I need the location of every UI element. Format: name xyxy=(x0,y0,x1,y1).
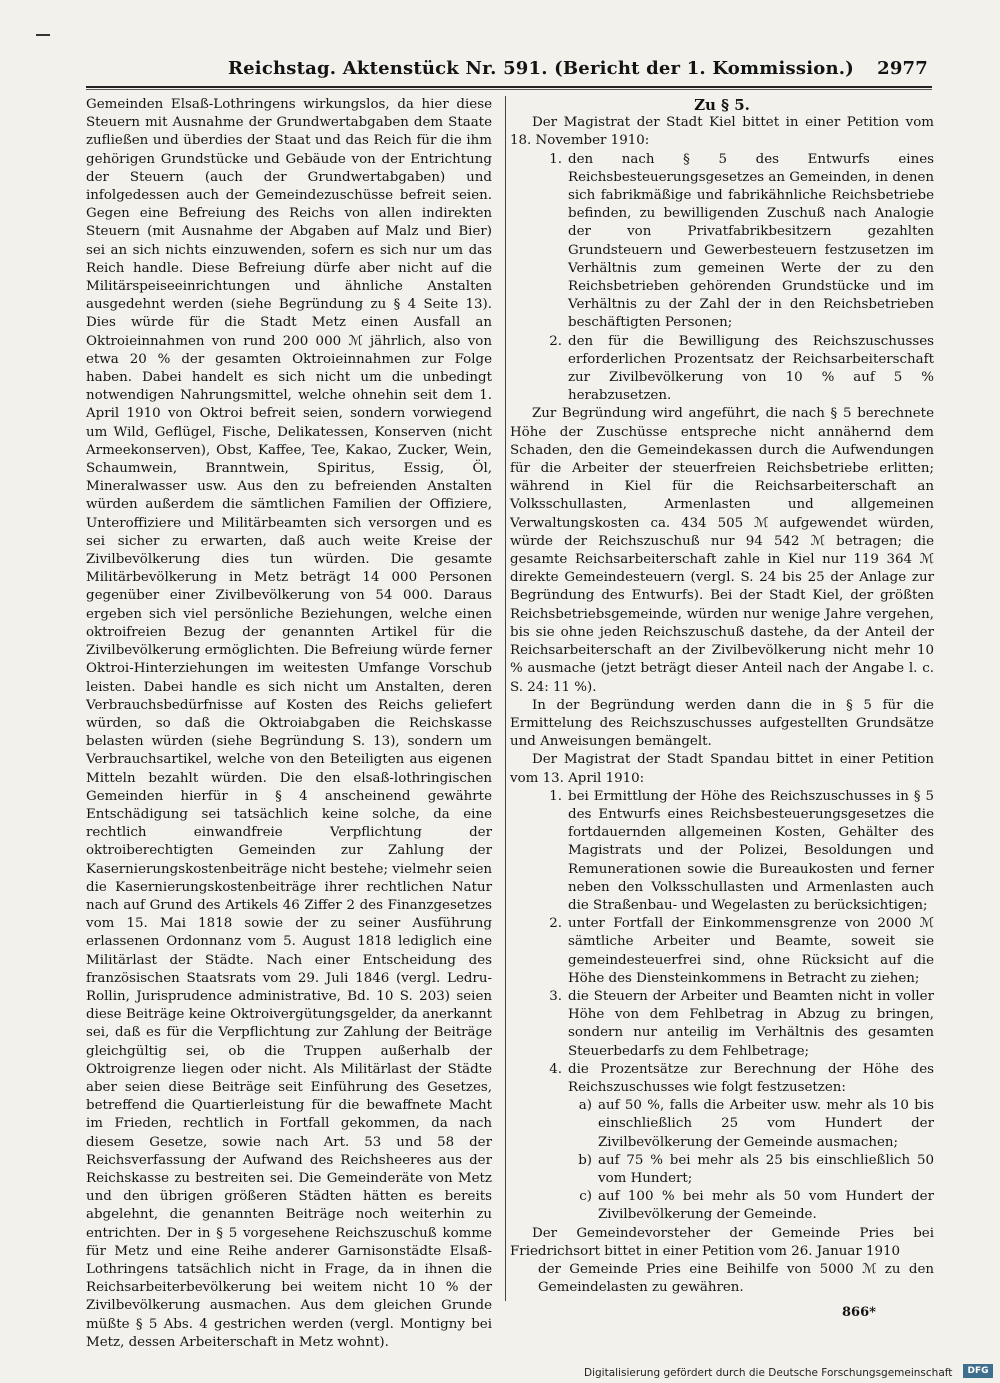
left-column xyxy=(86,96,492,1352)
running-title: Reichstag. Aktenstück Nr. 591. (Bericht der 1. Kommission.) xyxy=(228,58,854,79)
pries-intro: Der Gemeindevorsteher der Gemeinde Pries bei Friedrichsort bittet in einer Petition vom 26. Januar 1910 xyxy=(510,1225,934,1259)
header-rule xyxy=(86,86,932,88)
kiel-item: 1. den nach § 5 des Entwurfs eines Reichsbesteuerungsgesetzes an Gemeinden, in denen sich fabrikmäßige und fabrikähnliche Reichsbetriebe befinden, zu bewilligenden Zuschuß nach Analogie der von Privatfabrikbesitzern gezahlten Grundsteuern und Gewerbesteuern festzusetzen im Verhältnis zum gemeinen Werte der zu den Reichsbetrieben gehörenden Grundstücke und im Verhältnis zu der Zahl der in den Reichsbetrieben beschäftigten Personen; xyxy=(549,151,934,331)
digitization-footer: Digitalisierung gefördert durch die Deutsche Forschungsgemeinschaft xyxy=(584,1367,953,1379)
section-heading: Zu § 5. xyxy=(694,96,750,114)
spandau-item: 1. bei Ermittlung der Höhe des Reichszuschusses in § 5 des Entwurfs eines Reichsbesteuerungsgesetzes die fortdauernden allgemeinen Kosten, Gehälter des Magistrats und der Polizei, Besoldungen und Remunerationen sowie die Bureaukosten und ferner neben den Volksschullasten und Armenlasten auch die Straßenbau- und Wegelasten zu berücksichtigen; xyxy=(549,788,934,913)
left-column-text: Gemeinden Elsaß-Lothringens wirkungslos, da hier diese Steuern mit Ausnahme der Grundwertabgaben dem Staate zufließen und überdies der Staat und das Reich für die ihm gehörigen Grundstücke und Gebäude von der Entrichtung der Steuern (auch der Grundwertabgaben) und infolgedessen auch der Gemeindezuschüsse befreit seien. Gegen eine Befreiung des Reichs von allen indirekten Steuern (mit Ausnahme der Abgaben auf Malz und Bier) sei an sich nichts einzuwenden, sofern es sich nur um das Reich handle. Diese Befreiung dürfe aber nicht auf die Militärspeiseeinrichtungen und ähnliche Anstalten ausgedehnt werden (siehe Begründung zu § 4 Seite 13). Dies würde für die Stadt Metz einen Ausfall an Oktroieinnahmen von rund 200 000 ℳ jährlich, also von etwa 20 % der gesamten Oktroieinnahmen zur Folge haben. Dabei handelt es sich nicht um die unbedingt notwendigen Nahrungsmittel, welche ohnehin seit dem 1. April 1910 von Oktroi befreit seien, sondern vorwiegend um Wild, Geflügel, Fische, Delikatessen, Konserven (nicht Armeekonserven), Obst, Kaffee, Tee, Kakao, Zucker, Wein, Schaumwein, Branntwein, Spiritus, Essig, Öl, Mineralwasser usw. Aus den zu befreienden Anstalten würden außerdem die sämtlichen Familien der Offiziere, Unteroffiziere und Militärbeamten sich versorgen und es sei sicher zu erwarten, daß auch weite Kreise der Zivilbevölkerung dies tun würden. Die gesamte Militärbevölkerung in Metz beträgt 14 000 Personen gegenüber einer Zivilbevölkerung von 54 000. Daraus ergeben sich viel persönliche Beziehungen, welche einen oktroifreien Bezug der genannten Artikel für die Zivilbevölkerung ermöglichten. Die Befreiung würde ferner Oktroi-Hinterziehungen im weitesten Umfange Vorschub leisten. Dabei handle es sich nicht um Anstalten, deren Verbrauchsbedürfnisse auf Kosten des Reichs geliefert würden, so daß die Oktroiabgaben die Reichskasse belasten würden (siehe Begründung S. 13), sondern um Verbrauchsartikel, welche von den Beteiligten aus eigenen Mitteln bezahlt würden. Die den elsaß-lothringischen Gemeinden hierfür in § 4 anscheinend gewährte Entschädigung sei tatsächlich keine solche, da eine rechtlich einwandfreie Verpflichtung der oktroiberechtigten Gemeinden zur Zahlung der Kasernierungskostenbeiträge nicht bestehe; vielmehr seien die Kasernierungskostenbeiträge ihrer rechtlichen Natur nach auf Grund des Artikels 46 Ziffer 2 des Finanzgesetzes vom 15. Mai 1818 sowie der zu seiner Ausführung erlassenen Ordonnanz vom 5. August 1818 lediglich eine Militärlast der Städte. Nach einer Entscheidung des französischen Staatsrats vom 29. Juli 1846 (vergl. Ledru-Rollin, Jurisprudence administrative, Bd. 10 S. 203) seien diese Beiträge keine Oktroivergütungsgelder, da anerkannt sei, daß es für die Verpflichtung zur Zahlung der Beiträge gleichgültig sei, ob die Truppen außerhalb der Oktroigrenze liegen oder nicht. Als Militärlast der Städte aber seien diese Beiträge seit Einführung des Gesetzes, betreffend die Quartierleistung für die bewaffnete Macht im Frieden, rechtlich in Fortfall gekommen, da nach diesem Gesetze, sowie nach Art. 53 und 58 der Reichsverfassung der Aufwand des Reichsheeres aus der Reichskasse zu bestreiten sei. Die Gemeinderäte von Metz und den übrigen größeren Städten hätten es bereits abgelehnt, die genannten Beiträge noch weiterhin zu entrichten. Der in § 5 vorgesehene Reichszuschuß komme für Metz und eine Reihe anderer Garnisonstädte Elsaß-Lothringens tatsächlich nicht in Frage, da in ihnen die Reichsarbeiterbevölkerung bei weitem nicht 10 % der Zivilbevölkerung ausmachen. Aus dem gleichen Grunde müßte § 5 Abs. 4 gestrichen werden (vergl. Montigny bei Metz, dessen Arbeiterschaft in Metz wohnt). xyxy=(86,97,492,1350)
column-divider xyxy=(505,96,506,1301)
kiel-intro: Der Magistrat der Stadt Kiel bittet in einer Petition vom 18. November 1910: xyxy=(510,115,934,149)
right-column xyxy=(510,96,934,1297)
spandau-subitem: c) auf 100 % bei mehr als 50 vom Hundert der Zivilbevölkerung der Gemeinde. xyxy=(579,1189,934,1223)
spandau-item: 2. unter Fortfall der Einkommensgrenze von 2000 ℳ sämtliche Arbeiter und Beamte, soweit sie gemeindesteuerfrei sind, ohne Rücksicht auf die Höhe des Diensteinkommens in Betracht zu ziehen; xyxy=(549,916,934,986)
spandau-item: 4. die Prozentsätze zur Berechnung der Höhe des Reichszuschusses wie folgt festzusetzen: xyxy=(549,1061,934,1095)
pries-request: der Gemeinde Pries eine Beihilfe von 5000 ℳ zu den Gemeindelasten zu gewähren. xyxy=(538,1262,934,1296)
spandau-subitem: b) auf 75 % bei mehr als 25 bis einschließlich 50 vom Hundert; xyxy=(578,1152,934,1186)
kiel-reason: Zur Begründung wird angeführt, die nach § 5 berechnete Höhe der Zuschüsse entspreche nicht annähernd dem Schaden, den die Gemeindekassen durch die Aufwendungen für die Arbeiter der steuerfreien Reichsbetriebe erlitten; während in Kiel für die Reichsarbeiterschaft an Volksschullasten, Armenlasten und allgemeinen Verwaltungskosten ca. 434 505 ℳ aufgewendet würden, würde der Reichszuschuß nur 94 542 ℳ betragen; die gesamte Reichsarbeiterschaft zahle in Kiel nur 119 364 ℳ direkte Gemeindesteuern (vergl. S. 24 bis 25 der Anlage zur Begründung des Entwurfs). Bei der Stadt Kiel, der größten Reichsbetriebsgemeinde, würden nur wenige Jahre vergehen, bis sie ohne jeden Reichszuschuß dastehe, da der Anteil der Reichsarbeiterschaft an der Zivilbevölkerung nicht mehr 10 % ausmache (jetzt beträgt dieser Anteil nach der Angabe l. c. S. 24: 11 %). xyxy=(510,406,934,695)
kiel-item: 2. den für die Bewilligung des Reichszuschusses erforderlichen Prozentsatz der Reichsarbeiterschaft zur Zivilbevölkerung von 10 % auf 5 % herabzusetzen. xyxy=(549,333,934,404)
spandau-intro: Der Magistrat der Stadt Spandau bittet in einer Petition vom 13. April 1910: xyxy=(510,752,934,786)
page-header xyxy=(228,58,928,84)
dfg-logo: DFG xyxy=(963,1364,993,1378)
header-rule-thin xyxy=(86,89,932,90)
margin-mark xyxy=(36,34,50,36)
page-number: 2977 xyxy=(877,58,928,79)
spandau-subitem: a) auf 50 %, falls die Arbeiter usw. mehr als 10 bis einschließlich 25 vom Hundert der Zivilbevölkerung der Gemeinde ausmachen; xyxy=(578,1098,934,1150)
printer-signature: 866* xyxy=(842,1305,876,1320)
kiel-reason-2: In der Begründung werden dann die in § 5 für die Ermittelung des Reichszuschusses aufgestellten Grundsätze und Anweisungen bemängelt. xyxy=(510,697,934,750)
spandau-item: 3. die Steuern der Arbeiter und Beamten nicht in voller Höhe von dem Fehlbetrag in Abzug zu bringen, sondern nur anteilig im Verhältnis des gesamten Steuerbedarfs zu dem Fehlbetrage; xyxy=(549,988,934,1059)
